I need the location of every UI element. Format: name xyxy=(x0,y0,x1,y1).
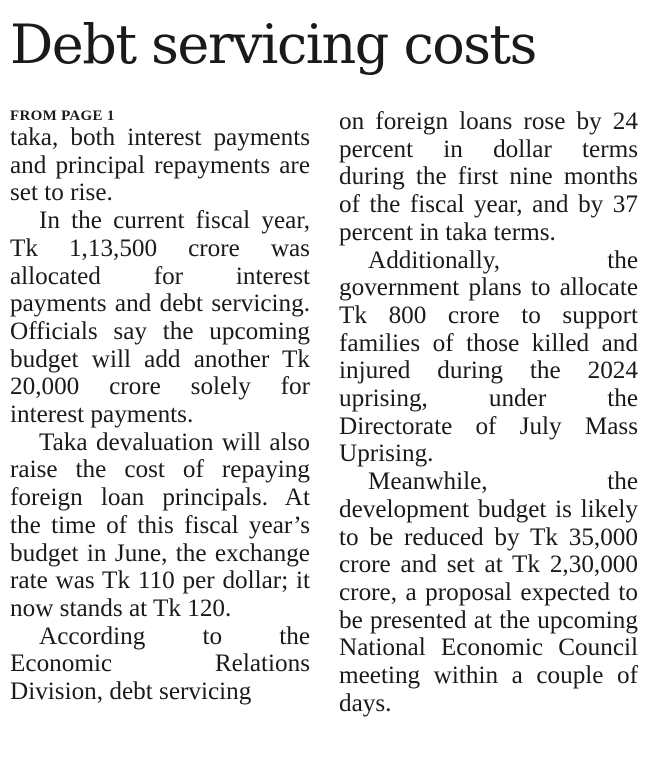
paragraph-erd-continued: on foreign loans rose by 24 percent in dollar terms during the first nine months of the fiscal year, and by 37 percent in taka terms. xyxy=(339,108,638,246)
paragraph-continuation: taka, both interest payments and principal repayments are set to rise. xyxy=(10,124,310,207)
paragraph-fiscal-allocation: In the current fiscal year, Tk 1,13,500 crore was allocated for interest payments and debt servicing. Officials say the upcoming budget will add another Tk 20,000 crore solely for interest payments. xyxy=(10,207,310,429)
paragraph-erd-start: According to the Economic Relations Division, debt servicing xyxy=(10,622,310,706)
paragraph-uprising-support: Additionally, the government plans to allocate Tk 800 crore to support families of those killed and injured during the 2024 uprising, under the Directorate of July Mass Uprising. xyxy=(339,246,638,468)
kicker-from-page: FROM PAGE 1 xyxy=(10,108,115,124)
article-column-left xyxy=(10,108,310,706)
paragraph-taka-devaluation: Taka devaluation will also raise the cost of repaying foreign loan principals. At the time of this fiscal year’s budget in June, the exchange rate was Tk 110 per dollar; it now stands at Tk 120. xyxy=(10,428,310,622)
article-column-right xyxy=(339,108,638,717)
headline: Debt servicing costs xyxy=(10,13,536,76)
paragraph-development-budget: Meanwhile, the development budget is likely to be reduced by Tk 35,000 crore and set at Tk 2,30,000 crore, a proposal expected to be presented at the upcoming National Economic Council meeting within a couple of days. xyxy=(339,468,638,717)
